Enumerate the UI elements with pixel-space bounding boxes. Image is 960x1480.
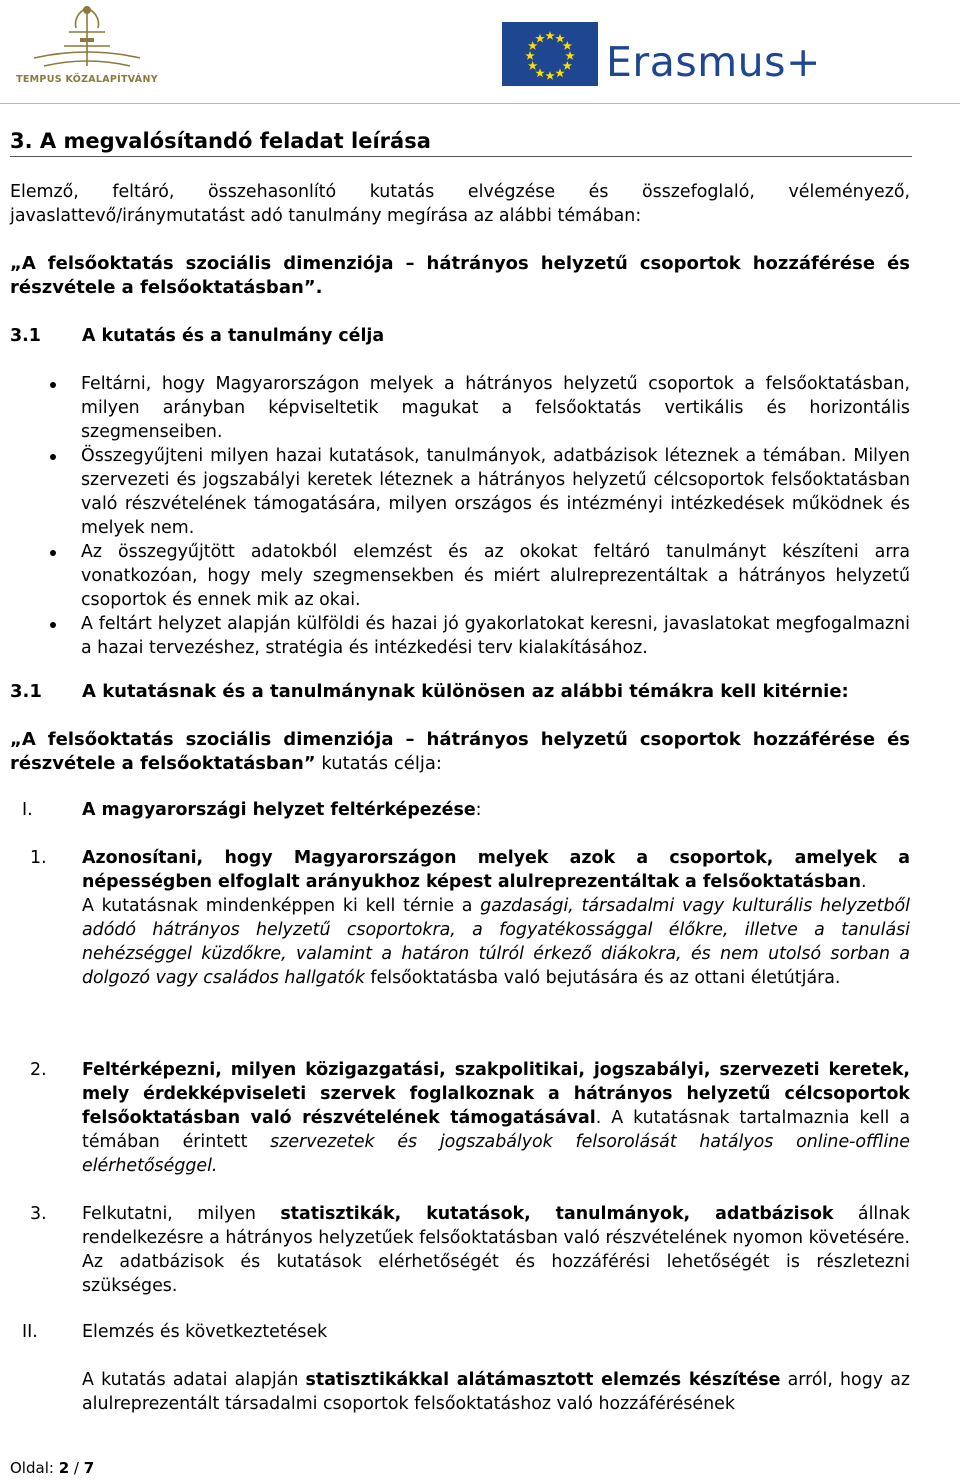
topic2-tail: kutatás célja: (315, 753, 442, 774)
item1-p2a: A kutatásnak mindenképpen ki kell térnie a (82, 896, 481, 916)
tempus-label: TEMPUS KÖZALAPÍTVÁNY (16, 74, 158, 85)
part2-paragraph (82, 1368, 910, 1416)
part1-heading (82, 798, 481, 822)
subsection-title: A kutatás és a tanulmány célja (82, 326, 385, 346)
intro-paragraph (10, 180, 910, 228)
part1-item-3 (30, 1202, 910, 1298)
footer-total: 7 (83, 1459, 95, 1477)
eu-flag-icon (502, 22, 598, 86)
list-item: Az összegyűjtött adatokból elemzést és az okokat feltáró tanulmányt készíteni arra vonatkozóan, hogy mely szegmensekben és miért alulreprezentáltak a hátrányos helyzetű csoportok és ennek mik az okai. (81, 542, 910, 610)
item3-bold: statisztikák, kutatások, tanulmányok, adatbázisok (280, 1204, 834, 1224)
erasmus-label: Erasmus+ (606, 38, 821, 86)
footer-page: 2 (58, 1459, 70, 1477)
erasmus-logo (502, 22, 822, 92)
part2-pre: A kutatás adatai alapján (82, 1370, 306, 1390)
item2-tail-a: . A kutatásnak tartalmaznia kell a témában érintett (82, 1108, 910, 1152)
item3-post: állnak rendelkezésre a hátrányos helyzetűek felsőoktatásban való részvételének nyomon követésére. Az adatbázisok és kutatások elérhetőségét és hozzáférési lehetőségét is részletezni szükséges. (82, 1204, 910, 1296)
subsection2-title: A kutatásnak és a tanulmánynak különösen az alábbi témákra kell kitérnie: (82, 681, 849, 702)
header-divider (0, 103, 960, 104)
part2-bold: statisztikákkal alátámasztott elemzés készítése (305, 1370, 781, 1390)
item1-bold-tail: . (861, 872, 867, 892)
item-number: 3. (30, 1204, 47, 1224)
topic2-paragraph (10, 728, 910, 776)
intro-text: Elemző, feltáró, összehasonlító kutatás elvégzése és összefoglaló, véleményező, javaslattevő/iránymutatást adó tanulmány megírása az alábbi témában: (10, 182, 910, 226)
part2-title: Elemzés és következtetések (82, 1322, 328, 1342)
goals-list (50, 372, 910, 660)
item1-p2b: felsőoktatásba való bejutására és az ottani életútjára. (364, 968, 841, 988)
part2-numeral: II. (22, 1322, 38, 1342)
subsection2-number: 3.1 (10, 681, 42, 702)
list-item: A feltárt helyzet alapján külföldi és hazai jó gyakorlatokat keresni, javaslatokat megfogalmazni a hazai tervezéshez, stratégia és intézkedési terv kialakításához. (81, 614, 910, 658)
tempus-emblem-icon (14, 2, 160, 74)
item-number: 2. (30, 1060, 47, 1080)
part1-item-2 (30, 1058, 910, 1178)
list-item: Feltárni, hogy Magyarországon melyek a hátrányos helyzetű csoportok a felsőoktatásban, milyen arányban képviseltetik magukat a felsőoktatás vertikális és horizontális szegmenseiben. (81, 374, 910, 442)
tempus-logo (14, 2, 160, 90)
footer-label: Oldal: (10, 1459, 59, 1477)
part1-title-tail: : (475, 800, 482, 820)
item1-p2-italic: gazdasági, társadalmi vagy kulturális helyzetből adódó hátrányos helyzetű csoportokra, a fogyatékossággal élőkre, illetve a tanulási nehézséggel küzdőkre, valamint a határon túlról érkező diákokra, és nem utolsó sorban a dolgozó vagy családos hallgatók (82, 896, 910, 988)
footer-sep: / (69, 1459, 84, 1477)
part2-post: arról, hogy az alulreprezentált társadalmi csoportok felsőoktatáshoz való hozzáférésének (82, 1370, 910, 1414)
item2-tail-italic: szervezetek és jogszabályok felsorolását hatályos online-offline elérhetőséggel. (82, 1132, 910, 1176)
topic-text: „A felsőoktatás szociális dimenziója – hátrányos helyzetű csoportok hozzáférése és részvétele a felsőoktatásban”. (10, 253, 910, 298)
subsection-number: 3.1 (10, 326, 41, 346)
section-title: 3. A megvalósítandó feladat leírása (10, 128, 912, 157)
item2-bold: Feltérképezni, milyen közigazgatási, szakpolitikai, jogszabályi, szervezeti keretek, mely érdekképviseleti szervek foglalkoznak a hátrányos helyzetű célcsoportok felsőoktatásban való részvételének támogatásával (82, 1060, 910, 1128)
part1-title: A magyarországi helyzet feltérképezése (82, 800, 476, 820)
item3-pre: Felkutatni, milyen (82, 1204, 281, 1224)
item-number: 1. (30, 848, 47, 868)
part1-numeral: I. (22, 800, 33, 820)
item1-bold: Azonosítani, hogy Magyarországon melyek azok a csoportok, amelyek a népességben elfoglalt arányukhoz képest alulreprezentáltak a felsőoktatásban (82, 848, 910, 892)
list-item: Összegyűjteni milyen hazai kutatások, tanulmányok, adatbázisok léteznek a témában. Milyen szervezeti és jogszabályi keretek léteznek a hátrányos helyzetű célcsoportok felsőoktatásban való részvételének támogatására, milyen országos és intézményi intézkedések működnek és melyek nem. (81, 446, 910, 538)
topic-paragraph (10, 252, 910, 300)
part1-item-1 (30, 846, 910, 990)
topic2-bold: „A felsőoktatás szociális dimenziója – hátrányos helyzetű csoportok hozzáférése és részvétele a felsőoktatásban” (10, 729, 910, 774)
page-footer (10, 1459, 94, 1477)
